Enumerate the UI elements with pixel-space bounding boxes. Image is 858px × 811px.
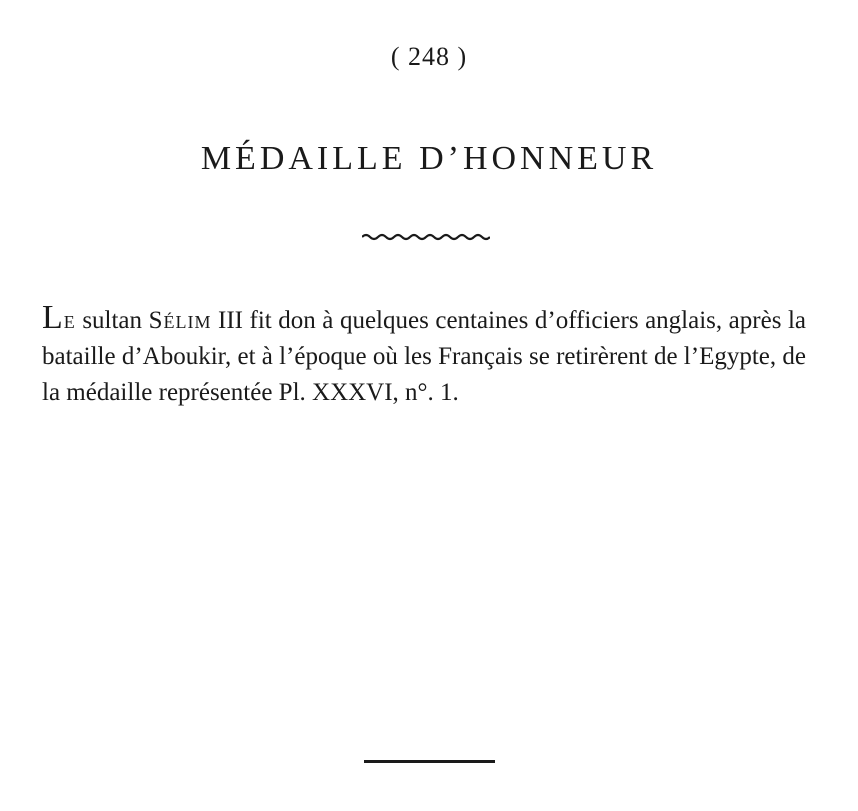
- paragraph-body: III fit don à quelques centaines d’officiers anglais, après la bataille d’Aboukir, et à l’époque où les Français se retirèrent de l’Egypte, de la médaille représentée Pl. XXXVI, n°. 1.: [42, 307, 806, 406]
- lead-text: sultan: [75, 307, 149, 334]
- ornament-divider: [362, 232, 490, 242]
- page-title: MÉDAILLE D’HONNEUR: [200, 140, 658, 177]
- sultan-name: Sélim: [148, 307, 212, 334]
- lead-word-rest: e: [63, 307, 76, 334]
- drop-cap: L: [42, 299, 64, 336]
- page-number: ( 248 ): [390, 42, 468, 71]
- bottom-rule: [364, 760, 495, 763]
- body-paragraph: [42, 300, 806, 411]
